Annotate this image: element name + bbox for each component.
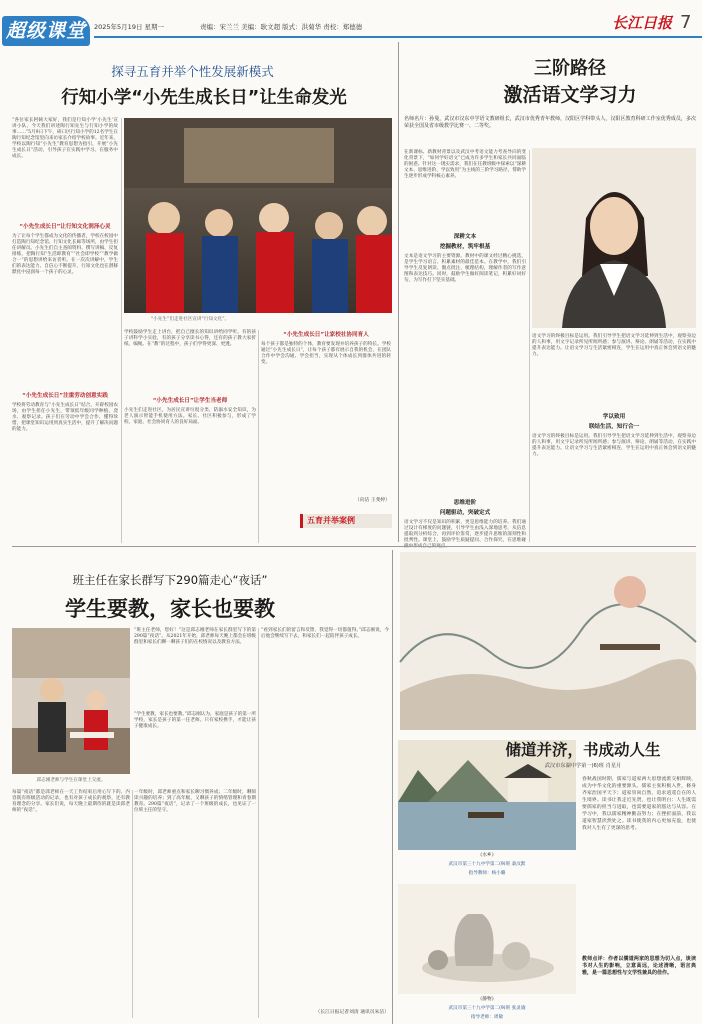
column-label: 五育并举案例 (307, 516, 355, 525)
article4-illustration (400, 552, 696, 730)
article1-text-1: 为了让每个学生都成为文化的传播者，学校在校园中打造陶行知纪念馆、行知文化长廊等场所，由学生担任讲解员。小先生们自主查阅资料、撰写讲稿、反复排练，把陶行知“生活即教育”“社会即学校”“教学做合一”的思想讲给来访者听。在一次次讲解中，学生们的表达能力、自信心不断提升，行知文化也在潜移默化中浸润每一个孩子的心灵。 (12, 234, 118, 275)
paper-name: 长江日报 (612, 14, 673, 32)
artwork-1-title: 《水乡》 (477, 853, 497, 858)
page-number: 7 (680, 12, 692, 33)
section-divider (398, 42, 399, 542)
article4-author: 武汉市东湖中学第一(6)班 肖星月 (544, 763, 622, 769)
column-rule (258, 330, 259, 543)
column-rule (529, 150, 530, 542)
article1-subhead-4: “小先生成长日”让家校社协同育人 (283, 332, 369, 338)
article2-subhead-2: 思维进阶 (453, 500, 477, 506)
column-rule (132, 790, 133, 1018)
article3-para-4: 一年级时，邱老师重点和家长聊习惯养成；二年级时，聊阅读兴趣的培养；到了高年级，又聊孩子的情绪管理和青春期教育。290篇“夜话”，记录了一个班级的成长，也见证了一位班主任的坚守。 (134, 790, 256, 813)
editors-line: 责编：宋兰兰 美编：耿文超 版式：洪菊华 责校：郑德德 (200, 23, 363, 31)
article1-photo (124, 118, 392, 313)
article1-text-4: 每个孩子都是独特的个体，教育要发现并培养孩子的特长。学校通过“小先生成长日”，让每个孩子都有展示自我的机会，在团队合作中学会沟通、学会担当，实现从个体成长到群体共进的转变。 (261, 342, 391, 365)
article4-teacher-comment: 教师点评：作者以儒道两家的思想为切入点，谈读书对人生的影响，立意高远，论述清晰，语言典雅，是一篇思想性与文学性兼具的佳作。 (582, 956, 696, 976)
horizontal-divider (12, 546, 696, 547)
article3-byline: （长江日报记者刘清 通讯员朱洁） (315, 1010, 389, 1015)
artwork-2-teacher: 指导老师：周敏 (470, 1015, 504, 1020)
article2-text-4: 语文学习的终极目标是运用。我们引导学生把语文学习延伸到生活中，观察身边的人和事，用文字记录所见所闻所感；参与演讲、辩论、朗诵等活动，在实践中提升表达能力。让语文学习与生活紧密相连，学生在运用中真正体会到语文的魅力。 (532, 334, 696, 357)
article3-para-1: “班主任老师，您好！”这是邱志刚老师在家长群里写下的第290篇“夜话”。从2021年开始，邱老师每天晚上都会在班级群里和家长们聊一聊孩子们的在校情况以及教育方法。 (134, 628, 256, 645)
article3-headline: 学生要教，家长也要教 (65, 597, 275, 621)
article1-subhead-3: “小先生成长日”让学生当老师 (152, 398, 228, 404)
article1-subhead-1: “小先生成长日”让行知文化润泽心灵 (19, 224, 111, 230)
article3-para-3: 每篇“夜话”都是邱老师在一天工作结束后用心写下的。内容既有班级活动的记录，也有对孩子成长的观察，还有教育理念的分享。家长们说，每天晚上最期待的就是读邱老师的“夜话”。 (12, 790, 130, 813)
article4-headline: 储道并济，书成动人生 (505, 741, 661, 759)
masthead (0, 0, 702, 48)
article2-subhead-1b: 挖掘教材，筑牢根基 (439, 244, 491, 250)
article2-text-1: 在新课标、新教材背景以及武汉中考语文能力考查导向的变化背景下，“如何学好语文”已成为许多学生和家长共同面临的困惑。针对这一现实需求，我们在任教班级中探索以“深耕文本、思维进阶、学以致用”为主线的三阶学习路径，帮助学生逐步形成学科核心素养。 (404, 150, 526, 179)
artwork-1-teacher: 指导教师：杨小璐 (468, 871, 506, 876)
article1-byline: （向洁 王斐婷） (354, 498, 390, 503)
article3-small-head: 班主任在家长群写下290篇走心“夜话” (72, 573, 268, 587)
article2-text-2: 文本是语文学习的主要资源。教材中的课文经过精心挑选，是学生学习语言、积累素材的最佳范本。在教学中，我们引导学生反复朗读、圈点批注、梳理结构，理解作者的写作意图和表达技巧。同时，鼓励学生做好阅读笔记，积累好词好句，为写作打下坚实基础。 (404, 254, 526, 283)
article4-text: 春秋战国时期，儒家与道家两大思想流派交相辉映，成为中华文化的重要源头。儒家主张积极入世，修身齐家治国平天下；道家崇尚自然，追求逍遥自在的人生境界。读书让我走近先贤，也让我明白：人生既需要儒家的担当与进取，也需要道家的豁达与从容。在学习中，我以儒家精神勤奋努力；在挫折面前，我以道家智慧淡然处之。读书使我的内心更加充盈，也使我对人生有了更深的思考。 (582, 777, 696, 831)
artwork-2-info: 武汉市第三十九中学第二(9)班 张灵瑜 (448, 1006, 526, 1011)
column-rule (258, 628, 259, 1018)
author-portrait (532, 148, 696, 328)
article2-text-5: 语文学习的终极目标是运用。我们引导学生把语文学习延伸到生活中，观察身边的人和事，用文字记录所见所闻所感；参与演讲、辩论、朗诵等活动，在实践中提升表达能力。让语文学习与生活紧密相连，学生在运用中真正体会到语文的魅力。 (532, 434, 696, 457)
article3-photo-caption: 邱志刚老师与学生在课堂上交流。 (36, 778, 106, 783)
artwork-1-info: 武汉市第三十九中学第二(9)班 桑汶默 (448, 862, 526, 867)
article2-subhead-3: 学以致用 (602, 414, 626, 420)
column-rule (121, 118, 122, 543)
article1-text-2: 学校将劳动教育与“小先生成长日”结合，开辟校园农场，由学生担任小先生，带领低年级同学种植、浇水、观察记录。孩子们在劳动中学会合作、懂得珍惜，把课堂知识运用到真实生活中，提升了解决问题的能力。 (12, 403, 118, 432)
article3-photo (12, 628, 130, 774)
article1-subhead-2: “小先生成长日”注重劳动创意实践 (22, 393, 108, 399)
article1-text-2b: 学校鼓励学生走上讲台，把自己擅长的知识讲给同学听。有的孩子讲科学小实验，有的孩子分享读书心得，还有的孩子教大家折纸、编绳。在“教”的过程中，孩子们学得更深、更透。 (124, 330, 256, 347)
masthead-rule (94, 36, 702, 38)
article2-headline-2: 激活语文学习力 (503, 84, 637, 106)
article1-headline: 行知小学“小先生成长日”让生命发光 (61, 88, 347, 108)
article2-author-intro: 名师名片：孙曼，武汉市汉东中学语文教研组长，武汉市优秀青年教师，汉阳区学科带头人，汉阳区教育科研工作室优秀成员，多次荣获全国及省市级教学比赛一、二等奖。 (404, 116, 696, 129)
section-title: 超级课堂 (6, 20, 87, 42)
article1-lead: “各位家长阿姨大家好，我们是行知小学‘小先生’宣讲小队，今天我们讲述陶行知先生与行知小学的故事……”5月9日下午，硚口区行知小学的12名学生在陶行知纪念馆里向来访家长介绍学校故事。近年来，学校以陶行知“小先生”教育思想为指引，开展“小先生成长日”活动，引导孩子在实践中学习、在服务中成长。 (12, 118, 118, 159)
artwork-2-image (398, 884, 576, 994)
article2-text-3: 语文学习不仅是知识的积累，更是思维能力的培养。我们通过设计有梯度的问题链，引导学生由浅入深地思考，从信息提取到分析综合，再到评价鉴赏，逐步提升思维的深刻性和批判性。课堂上，鼓励学生质疑提问、合作探究，在思维碰 (404, 520, 526, 543)
article3-para-5: “看到家长们的留言和反馈，我觉得一切都值得。”邱志刚说，今后他会继续写下去，和家长们一起陪伴孩子成长。 (261, 628, 389, 639)
artwork-2-title: 《静物》 (477, 997, 497, 1002)
date-line: 2025年5月19日 星期一 (94, 23, 165, 31)
article1-photo-caption: “小先生”们走进社区宣讲“行知文化”。 (150, 317, 230, 322)
section-divider (392, 550, 393, 1024)
article3-para-2: “学生要教，家长也要教。”邱志刚认为，家庭是孩子的第一所学校，家长是孩子的第一任老师。只有家校携手，才能让孩子健康成长。 (134, 712, 256, 729)
article1-kicker: 探寻五育并举个性发展新模式 (111, 64, 274, 79)
article2-subhead-3b: 联结生活，知行合一 (588, 424, 640, 430)
article2-headline: 三阶路径 (534, 58, 606, 79)
article2-subhead-1: 深耕文本 (453, 234, 477, 240)
article2-subhead-2b: 问题驱动，突破定式 (439, 510, 491, 516)
article1-text-3: 小先生们走进社区，为居民宣讲垃圾分类、防溺水安全知识，为老人演示智能手机使用方法。家长、社区积极参与，形成了学校、家庭、社会协同育人的良好局面。 (124, 408, 256, 425)
